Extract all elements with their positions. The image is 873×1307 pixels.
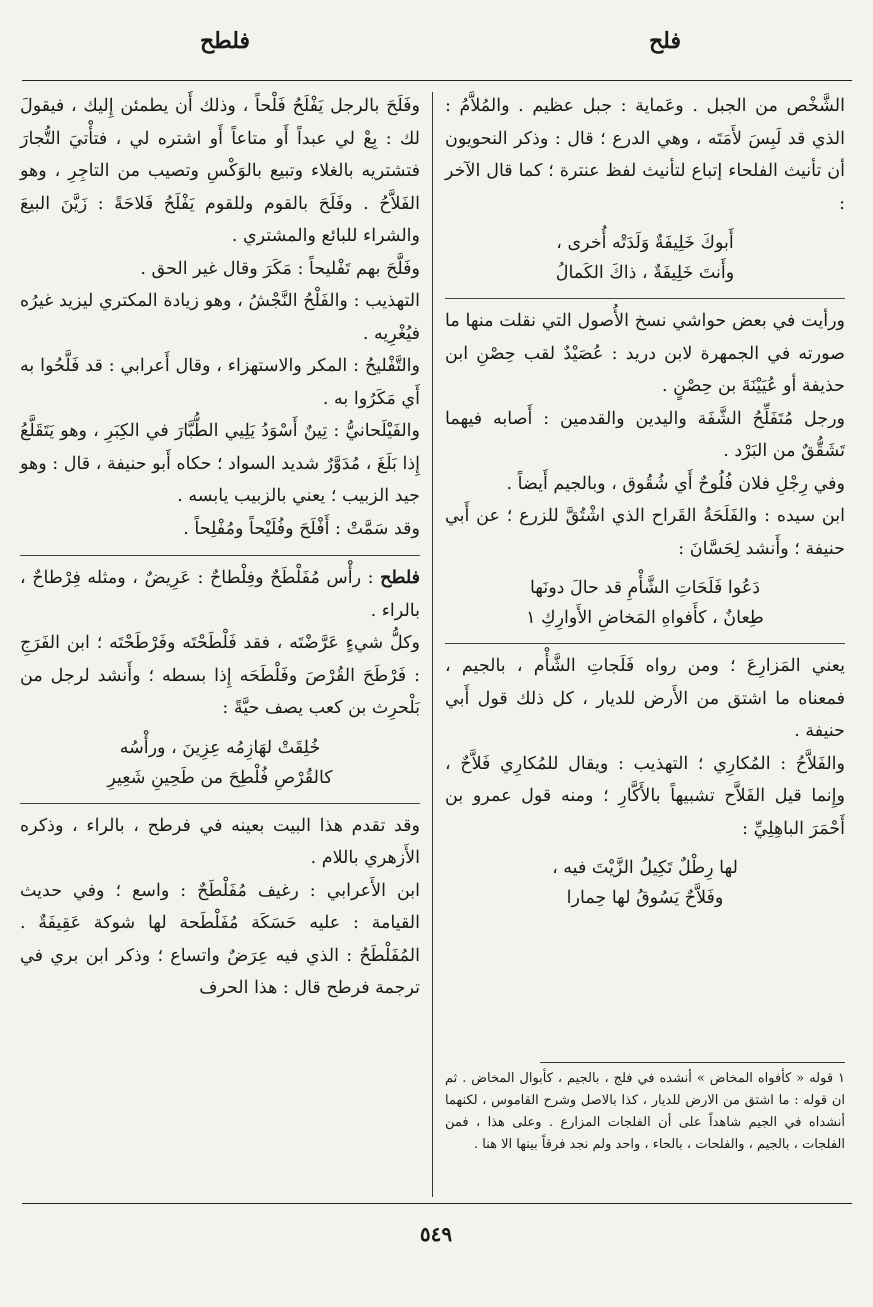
footnote-rule (540, 1062, 845, 1063)
paragraph: ورأيت في بعض حواشي نسخ الأُصول التي نقلت منها ما صورته في الجمهرة لابن دريد : عُصَيْدٌ لقب حِصْنِ ابن حذيفة أو عُيَيْنَةَ بن حِصْنٍ . (445, 311, 845, 396)
paragraph: يعني المَزارِعَ ؛ ومن رواه فَلَجاتِ الشَّأْم ، بالجيم ، فمعناه ما اشتق من الأَرض للديار ، كل ذلك قول أَبي حنيفة . (445, 656, 845, 741)
paragraph: ابن الأَعرابي : رغيف مُفَلْطَحٌ : واسع ؛ وفي حديث القيامة : عليه حَسَكَة مُفَلْطَحة لها شوكة عَقِيفَةٌ . المُفَلْطَحُ : الذي فيه عِرَضٌ واتساع ؛ وذكر ابن بري في ترجمة فرطح قال : هذا الحرف (20, 880, 420, 998)
verse (445, 228, 845, 288)
paragraph: ابن سيده : والفَلَحَةُ القَراح الذي اشْتُقَّ للزرع ؛ عن أَبي حنيفة ؛ وأَنشد لِحَسَّانَ : (445, 506, 845, 559)
verse-line: دَعُوا فَلَحَاتِ الشَّأْمِ قد حالَ دونَها (529, 578, 761, 598)
top-rule (22, 80, 852, 81)
verse (445, 573, 845, 633)
section-separator (445, 298, 845, 299)
verse-line: لها رِطْلٌ تَكِيلُ الزَّيْتَ فيه ، (552, 858, 738, 878)
paragraph: والفَيْلَحانيُّ : تِينٌ أَسْوَدُ يَلِيي الطُّبَّارَ في الكِبَرِ ، وهو يَتَقَلَّعُ إِذا بَلَغَ ، مُدَوَّرٌ شديد السواد ؛ حكاه أَبو حنيفة ، قال : وهو جيد الزبيب ؛ يعني بالزبيب يابسه . (20, 421, 420, 506)
page-number: ٥٤٩ (419, 1222, 453, 1246)
paragraph: ورجل مُتَفَلِّحُ الشَّفَة واليدين والقدمين : أَصابه فيهما تَشَقُّقٌ من البَرْد . (445, 408, 845, 461)
paragraph: وكلُّ شيءٍ عَرَّضْتَه ، فقد فَلْطَحْتَه وفَرْطَحْتَه ؛ ابن الفَرَجِ : فَرْطَحَ القُرْصَ وفَلْطَحَه إِذا بسطه ؛ وأَنشد لرجل من بَلْحرِث بن كعب يصف حيَّةً : (20, 633, 420, 718)
entry-paragraph (20, 562, 420, 627)
verse-line: أَبوكَ خَلِيفَةٌ وَلَدَتْه أُخرى ، (556, 233, 734, 253)
verse-line: وفَلاَّحٌ يَسُوقُ لها حِمارا (566, 888, 724, 908)
entry-headword: فلطح (380, 568, 420, 588)
entry-text: : رأْس مُفَلْطَحٌ وفِلْطاحٌ : عَرِيضٌ ، ومثله فِرْطاحٌ ، بالراء . (20, 568, 420, 621)
section-separator (20, 555, 420, 556)
paragraph: والفَلاَّحُ : المُكارِي ؛ التهذيب : ويقال للمُكارِي فَلاَّحٌ ، وإِنما قيل الفَلاَّح تشبيهاً بالأَكَّارِ ؛ ومنه قول عمرو بن أَحْمَرَ الباهِلِيِّ : (445, 753, 845, 839)
left-column (20, 90, 420, 1005)
paragraph: الشَّخْص من الجبل . وعَماية : جبل عظيم . والمُلاَّمُ : الذي قد لَبِسَ لأَمَتَه ، وهي الدرع ؛ قال : وذكر النحويون أن تأنيث الفلحاء إتباع لتأنيث لفظ عنترة ؛ كما قال الآخر : (445, 96, 845, 214)
bottom-rule (22, 1203, 852, 1204)
running-head-right: فلح (648, 28, 681, 54)
section-separator (20, 803, 420, 804)
paragraph: وقد تقدم هذا البيت بعينه في فرطح ، بالراء ، وذكره الأَزهري باللام . (20, 815, 420, 868)
paragraph: والتَّفْليحُ : المكر والاستهزاء ، وقال أَعرابي : قد فَلَّحُوا به أَي مَكَرُوا به . (20, 356, 420, 409)
verse-line: طِعانٌ ، كأَفواهِ المَخاضِ الأَوارِكِ ١ (526, 608, 764, 628)
column-divider (432, 92, 433, 1197)
verse-line: كالقُرْصِ فُلْطِحَ من طَحِينِ شَعِيرِ (107, 767, 333, 788)
verse-line: وأَنتَ خَلِيفَةٌ ، ذاكَ الكَمالُ (555, 263, 735, 283)
section-separator (445, 643, 845, 644)
right-column (445, 90, 845, 919)
paragraph: وفي رِجْلِ فلان فُلُوحٌ أَي شُقُوق ، وبالجيم أَيضاً . (506, 473, 845, 494)
running-head-left: فلطح (199, 28, 251, 54)
paragraph: وقد سَمَّتْ : أَفْلَحَ وفُلَيْحاً ومُفْلِحاً . (183, 518, 420, 539)
verse (445, 853, 845, 913)
paragraph: التهذيب : والفَلْحُ النَّجْشُ ، وهو زيادة المكتري ليزيد غيرُه فيُغْرِيه . (20, 291, 420, 344)
verse-line: خُلِقَتْ لهَازِمُه عِزِينَ ، ورأْسُه (119, 737, 321, 758)
verse (20, 733, 420, 793)
paragraph: وفَلَّحَ بهم تَفْليحاً : مَكَرَ وقال غير الحق . (140, 258, 420, 279)
footnote: ١ قوله « كأفواه المخاض » أنشده في فلج ، بالجيم ، كأبوال المخاض . ثم ان قوله : ما اشتق من الارض للديار ، كذا بالاصل وشرح القاموس ، لكنهما أنشداه في الجيم شاهداً على أن الفلجات المزارع . وعلى هذا ، فمن الفلجات ، بالجيم ، والفلحات ، بالحاء ، واحد ولم نجد فرقاً بينها الا هنا . (445, 1071, 845, 1152)
paragraph: وفَلَحَ بالرجل يَفْلَحُ فَلْحاً ، وذلك أَن يطمئن إِليك ، فيقولَ لك : بِعْ لي عبداً أَو متاعاً أَو اشتره لي ، فتأْتيَ التُّجارَ فتشتريه بالغلاء وتبيع بالوَكْسِ وتصيب من التاجِرِ ، وهو الفَلاَّحُ . وفَلَحَ بالقوم وللقوم يَفْلَحُ فَلاحَةً : زَيَّنَ البيعَ والشراء للبائع والمشتري . (20, 96, 420, 246)
